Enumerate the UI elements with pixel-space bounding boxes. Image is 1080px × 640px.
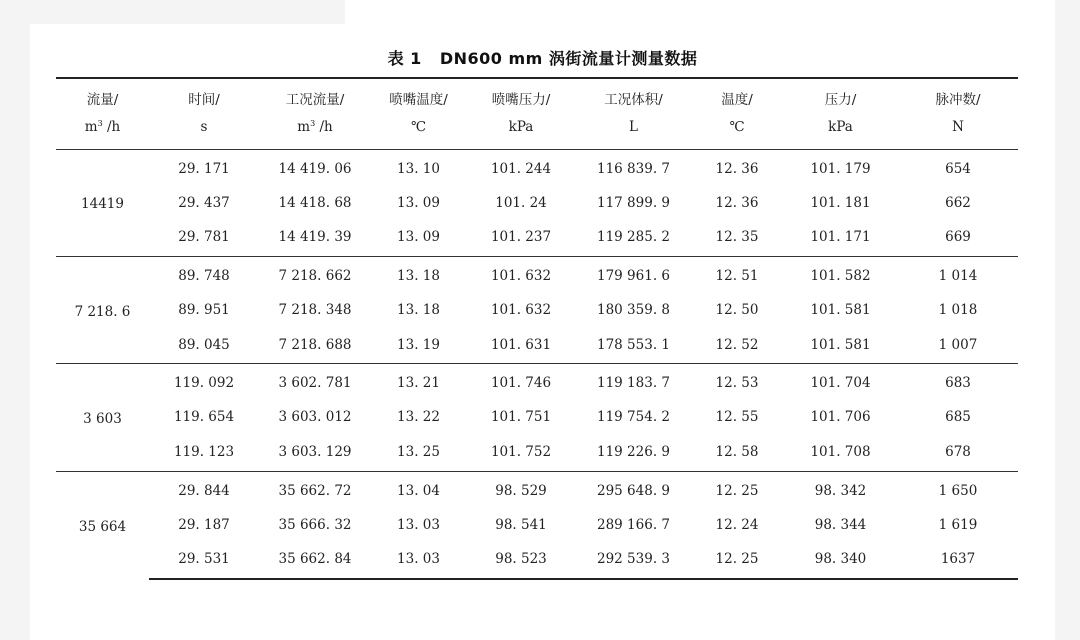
header-unit — [783, 112, 898, 139]
unit-base: kPa — [508, 118, 534, 135]
unit-sup: 3 — [310, 118, 316, 128]
table-cell: 678 — [945, 444, 971, 461]
table-row — [56, 471, 1018, 507]
table-caption-label: 表 1 — [387, 49, 422, 68]
table-cell: 98. 344 — [814, 516, 867, 533]
table-cell: 1 650 — [898, 471, 1018, 507]
table-cell: 13. 25 — [397, 444, 440, 461]
table-cell: 1 007 — [938, 336, 978, 353]
table-cell: 101. 581 — [810, 336, 871, 353]
table-cell: 12. 24 — [715, 516, 759, 533]
table-cell: 14 419. 39 — [278, 229, 352, 246]
table-cell: 119. 092 — [149, 364, 259, 400]
table-cell: 7 218. 662 — [259, 256, 371, 292]
table-caption-title: DN600 mm 涡街流量计测量数据 — [439, 49, 698, 68]
table-cell: 13. 19 — [397, 336, 440, 353]
table-cell: 1 619 — [938, 516, 978, 533]
table-cell: 119 226. 9 — [597, 444, 670, 461]
table-cell: 13. 21 — [371, 364, 466, 400]
header-name: 喷嘴压力/ — [491, 91, 551, 108]
table-cell: 116 839. 7 — [597, 160, 670, 177]
table-cell: 101. 24 — [495, 194, 547, 211]
unit-base: kPa — [828, 118, 853, 135]
table-cell: 1 014 — [898, 256, 1018, 292]
table-row — [56, 400, 1018, 436]
table-cell: 29. 531 — [149, 543, 259, 579]
table-cell: 14 418. 68 — [278, 194, 352, 211]
table-cell: 12. 52 — [715, 336, 759, 353]
unit-rest: /h — [315, 118, 333, 135]
table-cell: 29. 437 — [178, 194, 230, 211]
header-name: 喷嘴温度/ — [389, 91, 448, 108]
unit-sup: 3 — [97, 118, 103, 128]
header-nozzle-temp — [371, 78, 466, 149]
flow-group — [56, 471, 1018, 578]
table-cell: 117 899. 9 — [597, 194, 670, 211]
unit-base: N — [952, 118, 964, 135]
table-cell: 289 166. 7 — [597, 516, 670, 533]
table-row — [56, 543, 1018, 579]
table-row — [56, 507, 1018, 543]
header-unit — [56, 112, 149, 139]
unit-base: ℃ — [729, 118, 745, 135]
header-unit — [466, 112, 576, 139]
table-row — [56, 292, 1018, 328]
header-name: 压力/ — [824, 91, 857, 108]
table-cell: 35 666. 32 — [278, 516, 352, 533]
table-cell: 685 — [945, 409, 971, 426]
flow-value-cell: 3 603 — [56, 364, 149, 471]
table-row — [56, 149, 1018, 185]
table-cell: 89. 951 — [178, 302, 230, 319]
header-name: 工况体积/ — [604, 91, 663, 108]
table-cell: 13. 03 — [397, 516, 440, 533]
table-cell: 14 419. 06 — [278, 160, 352, 177]
header-unit — [576, 112, 691, 139]
unit-base: s — [200, 118, 208, 135]
document-page — [30, 0, 1055, 640]
header-nozzle-pressure — [466, 78, 576, 149]
table-cell: 12. 51 — [691, 256, 783, 292]
header-name: 脉冲数/ — [935, 91, 981, 108]
table-cell: 292 539. 3 — [576, 543, 691, 579]
header-name: 时间/ — [188, 91, 220, 108]
flow-value-cell: 14419 — [81, 196, 124, 213]
table-cell: 13. 10 — [397, 160, 440, 177]
flow-group — [56, 149, 1018, 256]
table-cell: 13. 22 — [397, 409, 440, 426]
table-cell: 101. 631 — [490, 336, 552, 353]
table-row — [56, 435, 1018, 471]
header-working-volume — [576, 78, 691, 149]
table-row — [56, 328, 1018, 364]
table-cell: 101. 752 — [490, 444, 552, 461]
table-cell: 29. 844 — [149, 471, 259, 507]
table-cell: 1 018 — [938, 302, 978, 319]
table-cell: 12. 53 — [691, 364, 783, 400]
header-unit — [691, 112, 783, 139]
table-cell: 101. 181 — [810, 194, 871, 211]
flow-group — [56, 364, 1018, 471]
table-cell: 101. 632 — [466, 256, 576, 292]
unit-base: L — [629, 118, 638, 135]
table-cell: 7 218. 348 — [278, 302, 352, 319]
unit-base: ℃ — [410, 118, 427, 135]
header-pressure — [783, 78, 898, 149]
table-cell: 29. 187 — [178, 516, 230, 533]
table-cell: 35 662. 84 — [259, 543, 371, 579]
table-cell: 98. 541 — [495, 516, 547, 533]
table-cell: 119 285. 2 — [597, 229, 670, 246]
flow-value-cell: 7 218. 6 — [56, 256, 149, 363]
header-temperature — [691, 78, 783, 149]
header-name: 流量/ — [86, 91, 119, 108]
table-cell: 3 603. 129 — [278, 444, 352, 461]
table-cell: 35 662. 72 — [259, 471, 371, 507]
table-row — [56, 221, 1018, 257]
table-cell: 98. 529 — [466, 471, 576, 507]
table-cell: 13. 09 — [397, 229, 440, 246]
table-cell: 12. 58 — [715, 444, 759, 461]
table-cell: 13. 04 — [371, 471, 466, 507]
table-cell: 3 602. 781 — [259, 364, 371, 400]
table-cell: 98. 523 — [466, 543, 576, 579]
header-name: 温度/ — [721, 91, 753, 108]
table-cell: 178 553. 1 — [597, 336, 670, 353]
table-cell: 13. 09 — [397, 194, 440, 211]
table-cell: 101. 237 — [490, 229, 552, 246]
flow-group — [56, 256, 1018, 363]
table-cell: 654 — [945, 160, 971, 177]
table-cell: 12. 55 — [715, 409, 759, 426]
table-cell: 119 754. 2 — [597, 409, 670, 426]
unit-base: m — [84, 118, 98, 135]
header-unit — [371, 112, 466, 139]
page-edge-strip — [30, 0, 345, 24]
table-row — [56, 364, 1018, 400]
table-cell: 1637 — [898, 543, 1018, 579]
header-unit — [898, 112, 1018, 139]
table-cell: 683 — [898, 364, 1018, 400]
table-cell: 12. 25 — [691, 543, 783, 579]
table-cell: 12. 25 — [691, 471, 783, 507]
table-cell: 89. 748 — [149, 256, 259, 292]
table-cell: 12. 36 — [715, 194, 759, 211]
table-cell: 295 648. 9 — [576, 471, 691, 507]
table-cell: 101. 706 — [810, 409, 871, 426]
table-cell: 13. 18 — [371, 256, 466, 292]
header-time — [149, 78, 259, 149]
table-cell: 29. 171 — [178, 160, 230, 177]
flow-value-cell: 35 664 — [56, 471, 149, 578]
table-cell: 101. 582 — [783, 256, 898, 292]
table-cell: 119. 654 — [173, 409, 235, 426]
table-cell: 101. 244 — [490, 160, 552, 177]
table-cell: 101. 581 — [810, 302, 871, 319]
table-cell: 101. 632 — [490, 302, 552, 319]
table-cell: 101. 746 — [466, 364, 576, 400]
header-unit — [259, 112, 371, 139]
header-flow — [56, 78, 149, 149]
table-row — [56, 256, 1018, 292]
table-cell: 101. 171 — [810, 229, 871, 246]
measurement-table — [56, 77, 1018, 580]
table-cell: 101. 179 — [810, 160, 871, 177]
unit-base: m — [297, 118, 311, 135]
table-cell: 101. 708 — [810, 444, 871, 461]
table-cell: 29. 781 — [178, 229, 230, 246]
table-header-row — [56, 78, 1018, 149]
header-name: 工况流量/ — [285, 91, 345, 108]
table-caption — [30, 46, 1055, 69]
header-unit — [149, 112, 259, 139]
table-cell: 13. 03 — [371, 543, 466, 579]
table-cell: 119 183. 7 — [576, 364, 691, 400]
table-cell: 669 — [945, 229, 971, 246]
table-cell: 13. 18 — [397, 302, 440, 319]
unit-rest: /h — [102, 118, 121, 135]
table-cell: 12. 35 — [715, 229, 759, 246]
table-cell: 101. 751 — [490, 409, 552, 426]
header-pulse-count — [898, 78, 1018, 149]
table-cell: 179 961. 6 — [576, 256, 691, 292]
table-cell: 98. 340 — [783, 543, 898, 579]
table-cell: 101. 704 — [783, 364, 898, 400]
table-cell: 7 218. 688 — [278, 336, 352, 353]
table-row — [56, 185, 1018, 221]
table-cell: 12. 50 — [715, 302, 759, 319]
table-cell: 3 603. 012 — [278, 409, 352, 426]
table-cell: 12. 36 — [715, 160, 759, 177]
table-cell: 119. 123 — [173, 444, 235, 461]
table-cell: 662 — [945, 194, 971, 211]
table-cell: 98. 342 — [783, 471, 898, 507]
table-cell: 89. 045 — [178, 336, 230, 353]
header-working-flow — [259, 78, 371, 149]
table-cell: 180 359. 8 — [597, 302, 670, 319]
